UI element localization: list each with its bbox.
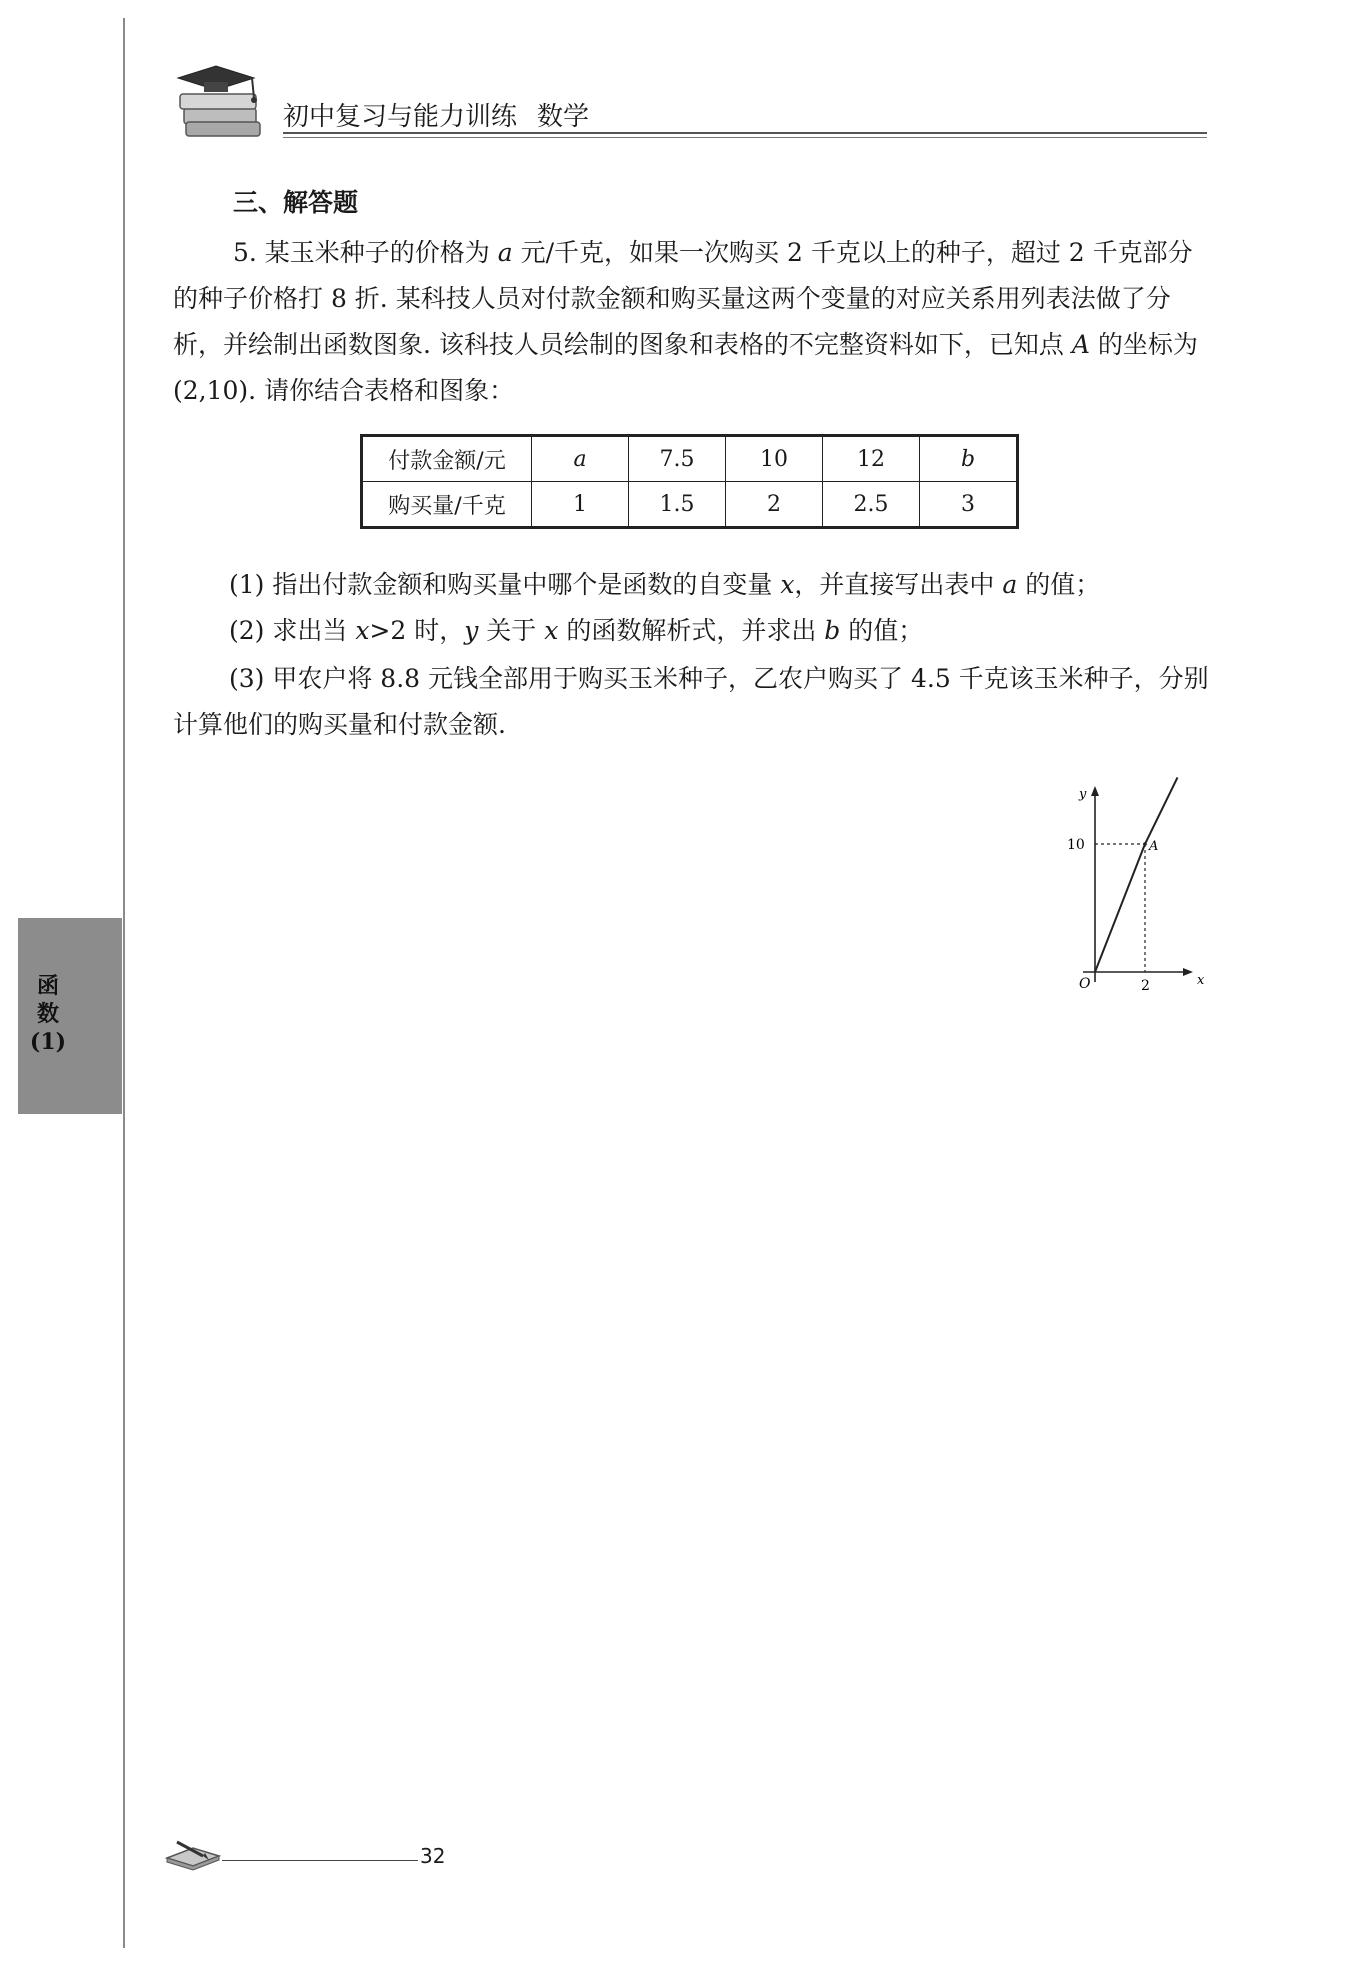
header-rule-thin [283,137,1207,138]
table-cell: 12 [823,436,920,482]
point-a [1143,842,1147,846]
side-tab-char-2: 数 [36,1001,59,1027]
table-cell: 3 [920,482,1018,528]
side-tab-char-1: 函 [36,973,59,999]
footer-rule [222,1860,418,1861]
table-row-header: 付款金额/元 [362,436,532,482]
question-2: (2) 求出当 x>2 时，y 关于 x 的函数解析式，并求出 b 的值； [229,616,924,645]
table-row-header: 购买量/千克 [362,482,532,528]
x-tick-label: 2 [1141,978,1150,994]
y-axis-label: y [1079,787,1087,802]
table-cell: 2.5 [823,482,920,528]
table-row [362,482,1018,528]
question-1: (1) 指出付款金额和购买量中哪个是函数的自变量 x，并直接写出表中 a 的值； [229,570,1101,599]
book-and-pen-icon [163,1834,223,1870]
chapter-side-tab-label [18,972,78,1056]
problem-statement: 5. 某玉米种子的价格为 a 元/千克，如果一次购买 2 千克以上的种子，超过 2 千克部分的种子价格打 8 折. 某科技人员对付款金额和购买量这两个变量的对应关系用列表法做了分析，并绘制出函数图象. 该科技人员绘制的图象和表格的不完整资料如下，已知点 A 的坐标为(2,10). 请你结合表格和图象： [173,238,1198,405]
subject-label: 数学 [537,102,590,132]
table-cell: 10 [726,436,823,482]
section-heading: 三、解答题 [233,188,359,217]
y-tick-label: 10 [1067,837,1085,853]
side-tab-char-3: (1) [29,1029,67,1055]
origin-label: O [1079,976,1091,992]
table-cell: 1.5 [629,482,726,528]
series-line [1095,777,1178,972]
table-cell: a [532,436,629,482]
function-graph [1055,778,1205,998]
y-axis-arrow [1091,786,1099,796]
table-row [362,436,1018,482]
point-a-label: A [1149,839,1159,854]
books-with-graduation-cap-icon [168,58,278,140]
table-cell: 2 [726,482,823,528]
table-cell: 1 [532,482,629,528]
question-3: (3) 甲农户将 8.8 元钱全部用于购买玉米种子，乙农户购买了 4.5 千克该玉米种子，分别计算他们的购买量和付款金额. [173,664,1209,739]
book-title: 初中复习与能力训练 [283,102,518,132]
page-number: 32 [420,1844,446,1868]
header-title [283,96,589,133]
table-cell: b [920,436,1018,482]
header-rule [283,132,1207,134]
data-table [360,434,1019,529]
x-axis-arrow [1183,968,1193,976]
chapter-side-tab [18,918,122,1114]
table-cell: 7.5 [629,436,726,482]
x-axis-label: x [1197,973,1205,988]
page-margin-line [123,18,125,1948]
